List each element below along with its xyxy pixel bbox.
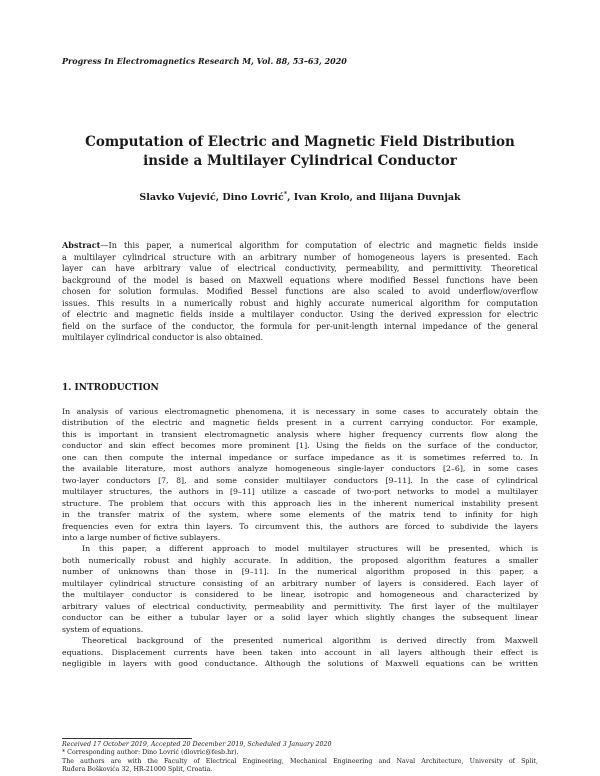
body-text (62, 406, 538, 669)
body-line: conductor can be either a tubular layer or a solid layer which slightly changes the subsequent linear (62, 613, 538, 623)
body-line: number of unknowns than those in [9–11]. In the numerical algorithm proposed in this paper, a (62, 567, 538, 577)
footnotes (62, 741, 538, 774)
body-line: one can then compute the internal impedance or surface impedance as it is sometimes referred to. In (62, 452, 538, 462)
body-line: both numerically robust and highly accurate. In addition, the proposed algorithm features a smaller (62, 555, 538, 565)
body-line: distribution of the electric and magnetic fields present in a current carrying conductor. For example, (62, 418, 538, 428)
section-heading: 1. INTRODUCTION (62, 383, 159, 393)
abstract (62, 240, 538, 344)
body-line: frequencies even for extra thin layers. To circumvent this, the authors are forced to subdivide the layers (62, 521, 538, 531)
abstract-line: a multilayer cylindrical structure with an arbitrary number of homogeneous layers is presented. Each (62, 251, 538, 262)
abstract-line: issues. This results in a numerically robust and highly accurate numerical algorithm for computation (62, 297, 538, 308)
corresponding-author-marker: * (283, 190, 288, 198)
abstract-line: layer can have arbitrary value of electrical conductivity, permeability, and permittivity. Theoretical (62, 263, 538, 273)
body-line: multilayer structures, the authors in [9–11] utilize a cascade of two-port networks to model a multilayer (62, 487, 538, 497)
body-line: system of equations. (62, 624, 144, 634)
body-line: two-layer conductors [7, 8], and some consider multilayer conductors [9–11]. In the case of cylindrical (62, 475, 538, 485)
body-line: into a large number of fictive sublayers. (62, 532, 221, 542)
abstract-label: Abstract (62, 240, 101, 250)
abstract-line: of electric and magnetic fields inside a multilayer conductor. Using the derived expression for electric (62, 309, 538, 319)
affiliation-line-1: The authors are with the Faculty of Electrical Engineering, Mechanical Engineering and Naval Architecture, University of Split, (62, 757, 538, 765)
abstract-line: field on the surface of the conductor, the formula for per-unit-length internal impedance of the general (62, 320, 538, 331)
abstract-line: multilayer cylindrical conductor is also obtained. (62, 332, 264, 342)
body-line: arbitrary values of electrical conductivity, permeability and permittivity. The first layer of the multilayer (62, 601, 538, 611)
body-line: the multilayer conductor is considered to be linear, isotropic and homogeneous and characterized by (62, 590, 538, 600)
body-line: Theoretical background of the presented numerical algorithm is derived directly from Maxwell (82, 636, 538, 646)
body-line: conductor and skin effect becomes more prominent [1]. Using the fields on the surface of the conductor, (62, 441, 538, 451)
paper-title (0, 133, 600, 171)
body-line: equations. Displacement currents have been taken into account in all layers although their effect is (62, 647, 538, 657)
body-line: multilayer cylindrical structure consisting of an arbitrary number of layers is considered. Each layer of (62, 578, 538, 588)
body-line: In this paper, a different approach to model multilayer structures will be presented, which is (82, 544, 538, 554)
title-line-1: Computation of Electric and Magnetic Field Distribution (85, 134, 515, 150)
received-dates: Received 17 October 2019, Accepted 20 December 2019, Scheduled 3 January 2020 (62, 741, 332, 748)
abstract-line: chosen for solution formulas. Modified Bessel functions are also scaled to avoid underflow/overflow (62, 286, 538, 296)
author-list (0, 190, 600, 203)
body-line: this is important in transient electromagnetic analysis where higher frequency currents flow along the (62, 429, 538, 439)
authors-rest: , Ivan Krolo, and Ilijana Duvnjak (287, 192, 461, 204)
body-line: negligible in layers with good conductance. Although the solutions of Maxwell equations can be written (62, 658, 538, 668)
title-line-2: inside a Multilayer Cylindrical Conductor (143, 153, 457, 169)
body-line: the available literature, most authors analyze homogeneous single-layer conductors [2–6], in some cases (62, 464, 538, 474)
body-line: In analysis of various electromagnetic phenomena, it is necessary in some cases to accurately obtain the (62, 407, 538, 416)
corresponding-author-note: * Corresponding author: Dino Lovrić (dlovric@fesb.hr). (62, 749, 239, 757)
body-line: in the transfer matrix of the system, where some elements of the matrix tend to infinity for high (62, 510, 538, 520)
authors-first: Slavko Vujević, Dino Lovrić (139, 192, 284, 204)
abstract-line: background of the model is based on Maxwell equations where modified Bessel functions have been (62, 274, 538, 285)
abstract-line-text: —In this paper, a numerical algorithm for computation of electric and magnetic fields inside (100, 240, 538, 250)
body-line: structure. The problem that occurs with this approach lies in the inherent numerical instability present (62, 498, 538, 508)
journal-citation: Progress In Electromagnetics Research M, Vol. 88, 53–63, 2020 (62, 56, 347, 66)
footnote-divider (62, 738, 192, 739)
affiliation-line-2: Ruđera Boškovića 32, HR-21000 Split, Croatia. (62, 765, 213, 773)
abstract-line (62, 240, 538, 252)
